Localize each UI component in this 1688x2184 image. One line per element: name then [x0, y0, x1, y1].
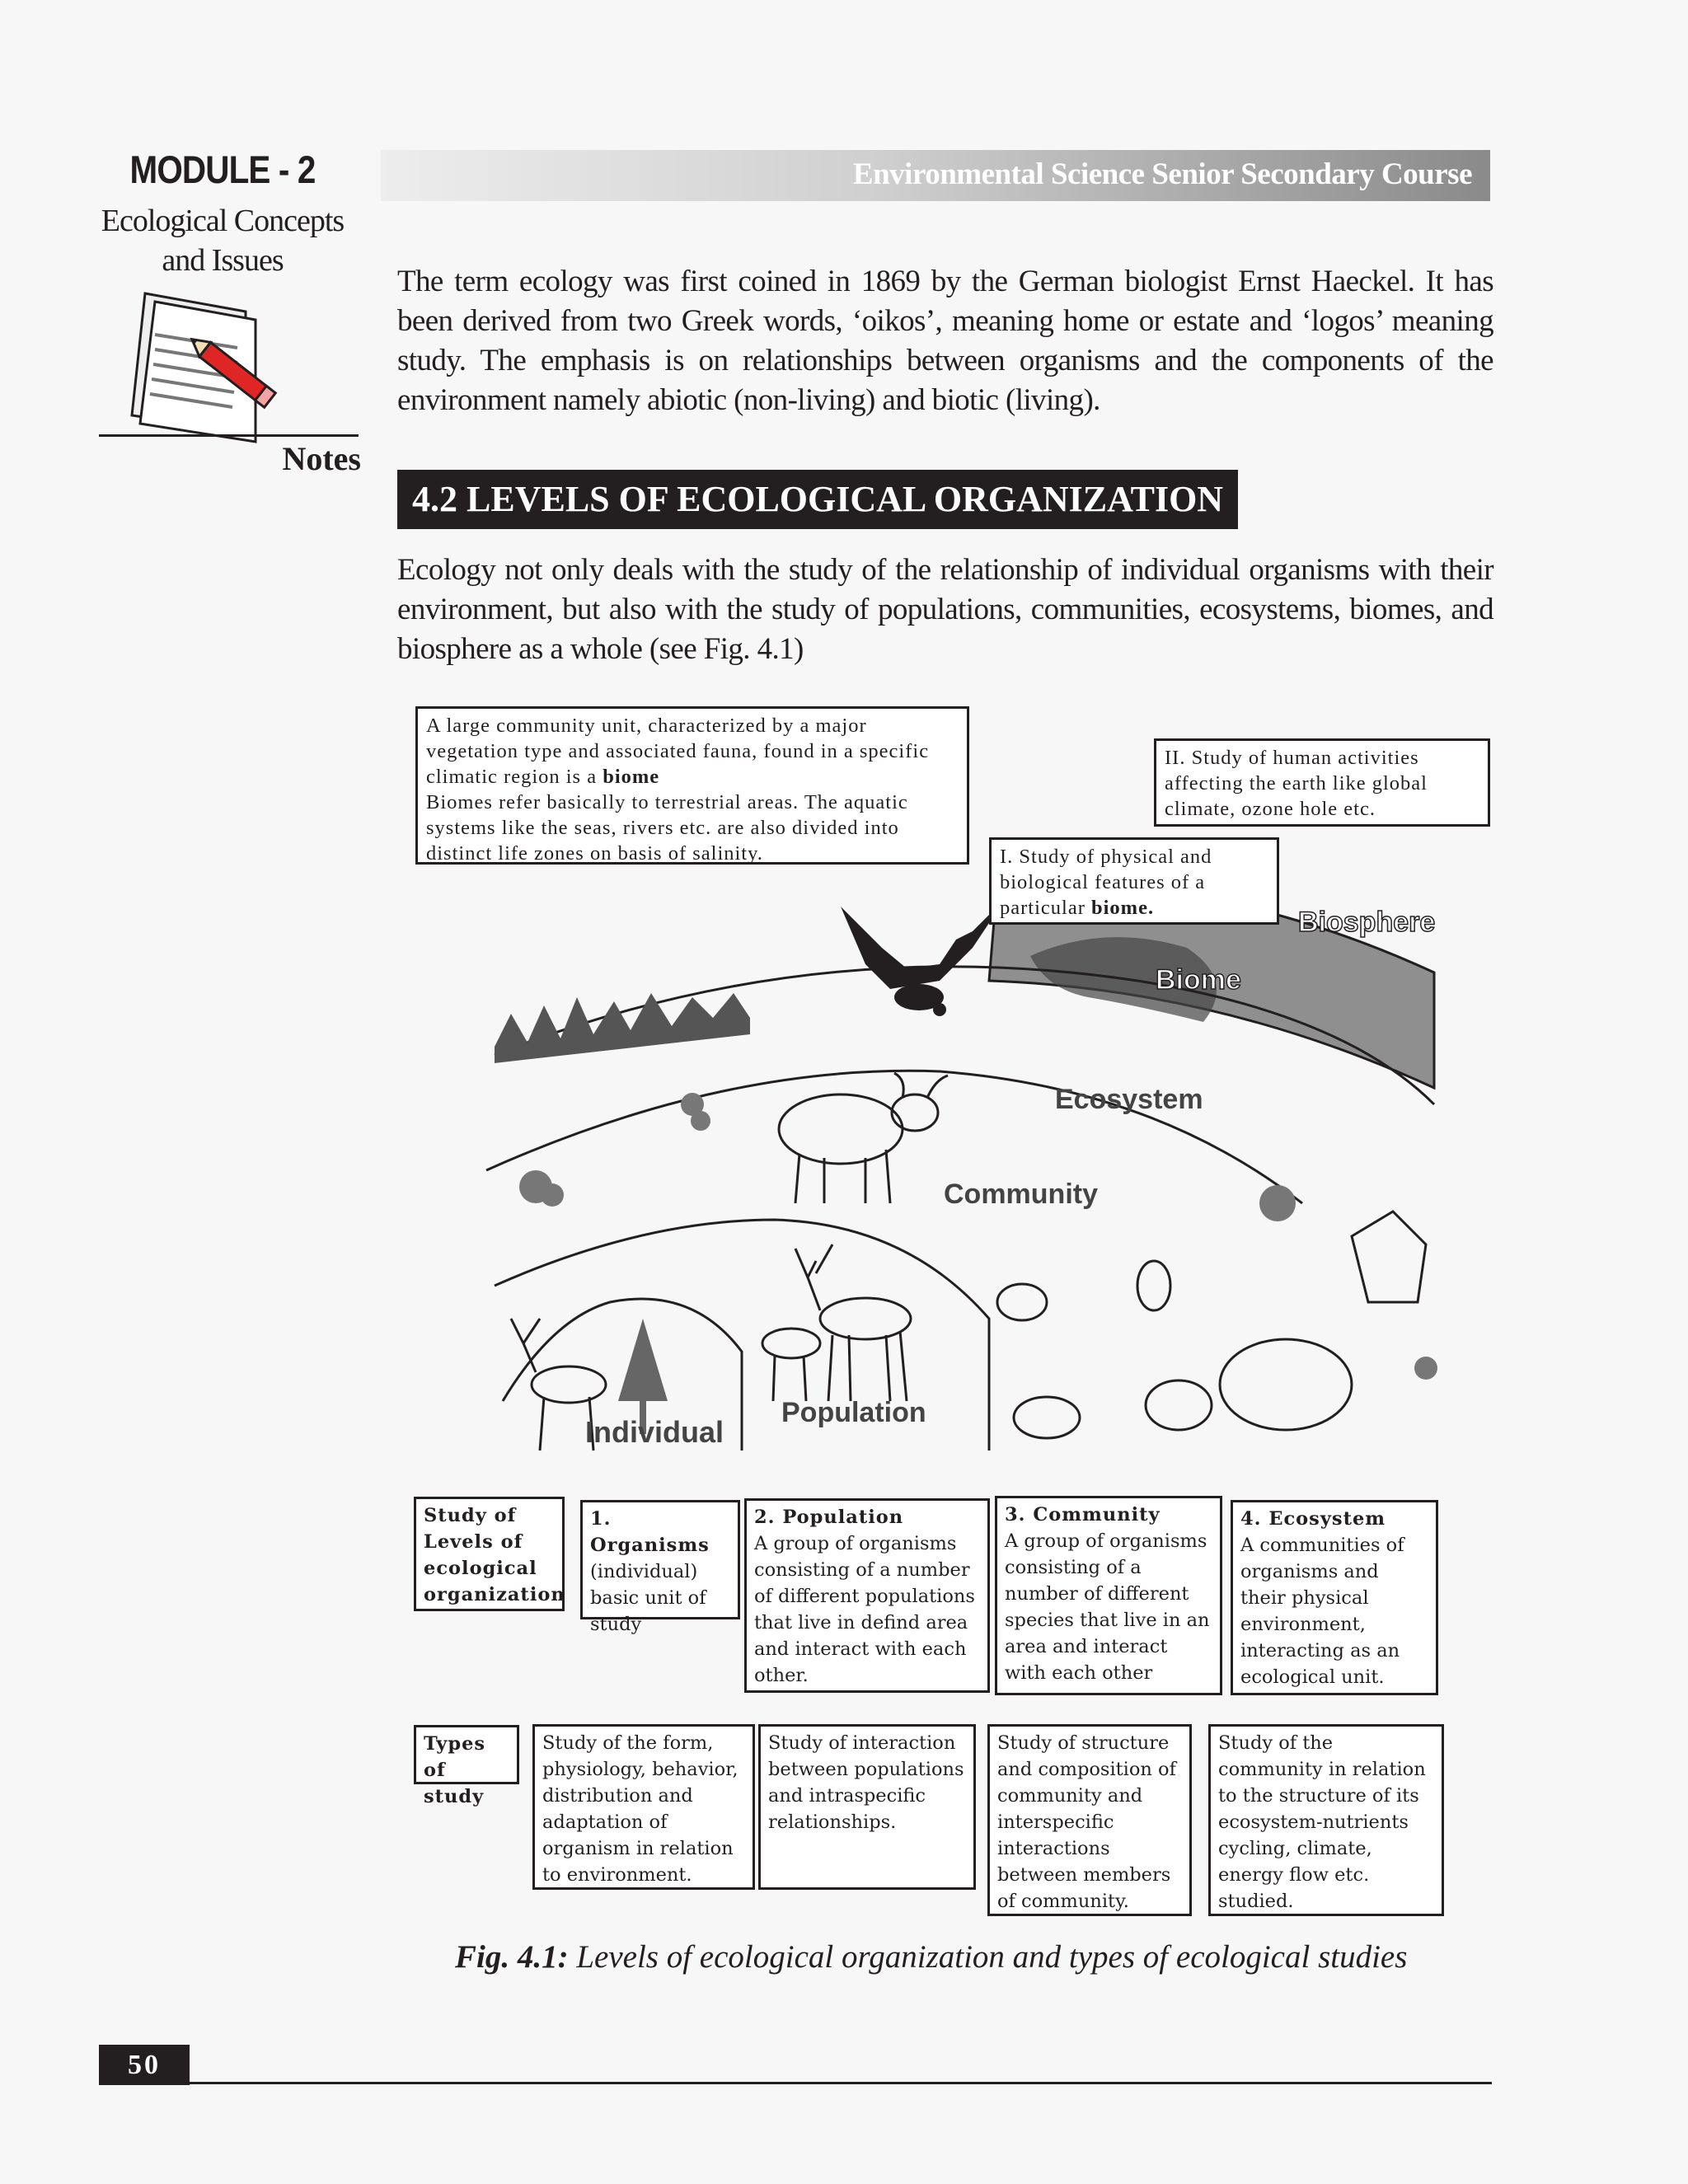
eagle-figure: [841, 898, 1006, 1016]
notes-divider: [99, 434, 359, 437]
biome-definition-box: [415, 706, 969, 865]
level-organisms-box: [580, 1500, 740, 1635]
section-paragraph: Ecology not only deals with the study of the relationship of individual organisms with their environment, but also with the study of populations, communities, ecosystems, biomes, and biosphere as a whole (see Fig. 4.1): [397, 553, 1493, 666]
ecosystem-label: Ecosystem: [1055, 1084, 1203, 1115]
biome-definition-bold: biome: [603, 766, 660, 788]
footer-rule: [99, 2082, 1492, 2084]
study-physical-text: I. Study of physical and biological features of a particular: [1000, 846, 1212, 919]
level-population-text: A group of organisms consisting of a number of different populations that live in defind area and interact with each other.: [754, 1533, 975, 1686]
level-ecosystem-text: A communities of organisms and their physical environment, interacting as an ecological unit.: [1240, 1535, 1404, 1688]
section-heading: 4.2 LEVELS OF ECOLOGICAL ORGANIZATION: [397, 470, 1238, 529]
forest-silhouette: [495, 993, 750, 1063]
individual-label: Individual: [585, 1415, 724, 1449]
level-ecosystem-box: [1231, 1500, 1438, 1695]
type-ecosystem-text: Study of the community in relation to the structure of its ecosystem-nutrients cycling, climate, energy flow etc. studied.: [1218, 1732, 1426, 1912]
study-physical-features-box: [989, 837, 1279, 925]
level-community-box: [995, 1496, 1222, 1695]
owl-figure: [1137, 1261, 1170, 1310]
type-community-text: Study of structure and composition of community and interspecific interactions between members of community.: [997, 1732, 1176, 1912]
shrub-decoration: [519, 1093, 1437, 1380]
rabbit-figure: [1014, 1397, 1080, 1438]
level-community-title: 3. Community: [1005, 1504, 1160, 1526]
module-subtitle: [91, 201, 354, 280]
figure-caption-text: Levels of ecological organization and types of ecological studies: [576, 1939, 1408, 1975]
type-population-text: Study of interaction between populations and intraspecific relationships.: [768, 1732, 964, 1833]
intro-paragraph: The term ecology was first coined in 1869 by the German biologist Ernst Haeckel. It has been derived from two Greek words, ‘oikos’, meaning home or estate and ‘logos’ meaning study. The emphasis is on relationships between organisms and the components of the environment namely abiotic (non-living) and biotic (living).: [397, 265, 1493, 417]
levels-header-box: [414, 1497, 565, 1611]
buffalo-figure: [779, 1073, 948, 1203]
module-subtitle-line-2: and Issues: [162, 243, 284, 278]
population-label: Population: [781, 1397, 926, 1428]
level-organisms-text: (individual) basic unit of study: [590, 1561, 706, 1635]
course-title: Environmental Science Senior Secondary Course: [852, 157, 1472, 191]
type-organisms-box: [532, 1724, 755, 1890]
level-organisms-title: 1. Organisms: [590, 1508, 710, 1556]
community-label: Community: [944, 1179, 1098, 1210]
biosphere-label: Biosphere: [1298, 907, 1436, 938]
types-header-text: Types of study: [424, 1733, 486, 1807]
level-ecosystem-title: 4. Ecosystem: [1240, 1508, 1386, 1530]
module-label: MODULE - 2: [129, 148, 316, 191]
course-header-bar: [381, 150, 1490, 201]
type-population-box: [758, 1724, 976, 1890]
monkey-figure: [997, 1284, 1047, 1320]
figure-caption: [455, 1938, 1407, 1975]
biome-definition-text: A large community unit, characterized by a major vegetation type and associated fauna, found in a specific climatic region is a: [426, 715, 930, 788]
study-human-activities-box: II. Study of human activities affecting the earth like global climate, ozone hole etc.: [1154, 738, 1490, 827]
ecological-levels-illustration: [478, 857, 1451, 1475]
small-bear-figure: [1146, 1380, 1212, 1430]
level-population-title: 2. Population: [754, 1507, 904, 1528]
figure-caption-label: Fig. 4.1:: [455, 1939, 569, 1975]
biome-label: Biome: [1156, 964, 1241, 996]
type-ecosystem-box: [1208, 1724, 1444, 1916]
level-population-box: [744, 1498, 990, 1693]
levels-header-text: Study of Levels of ecological organization: [424, 1505, 565, 1605]
deer-herd-figure: [762, 1244, 911, 1401]
tiger-figure: [1352, 1212, 1426, 1302]
biome-definition-note: Biomes refer basically to terrestrial areas. The aquatic systems like the seas, rivers etc. are also divided into distinct life zones on basis of salinity.: [426, 791, 908, 865]
module-subtitle-line-1: Ecological Concepts: [101, 204, 345, 238]
bear-figure: [1220, 1339, 1352, 1430]
type-organisms-text: Study of the form, physiology, behavior, distribution and adaptation of organism in relation to environment.: [542, 1732, 738, 1886]
notes-label: Notes: [282, 440, 361, 477]
types-header-box: [414, 1725, 519, 1807]
notes-pencil-icon: [122, 287, 287, 448]
level-community-text: A group of organisms consisting of a number of different species that live in an area and interact with each other: [1005, 1530, 1210, 1684]
type-community-box: [987, 1724, 1192, 1916]
page-number: 50: [99, 2045, 190, 2085]
study-physical-bold: biome.: [1091, 897, 1155, 919]
